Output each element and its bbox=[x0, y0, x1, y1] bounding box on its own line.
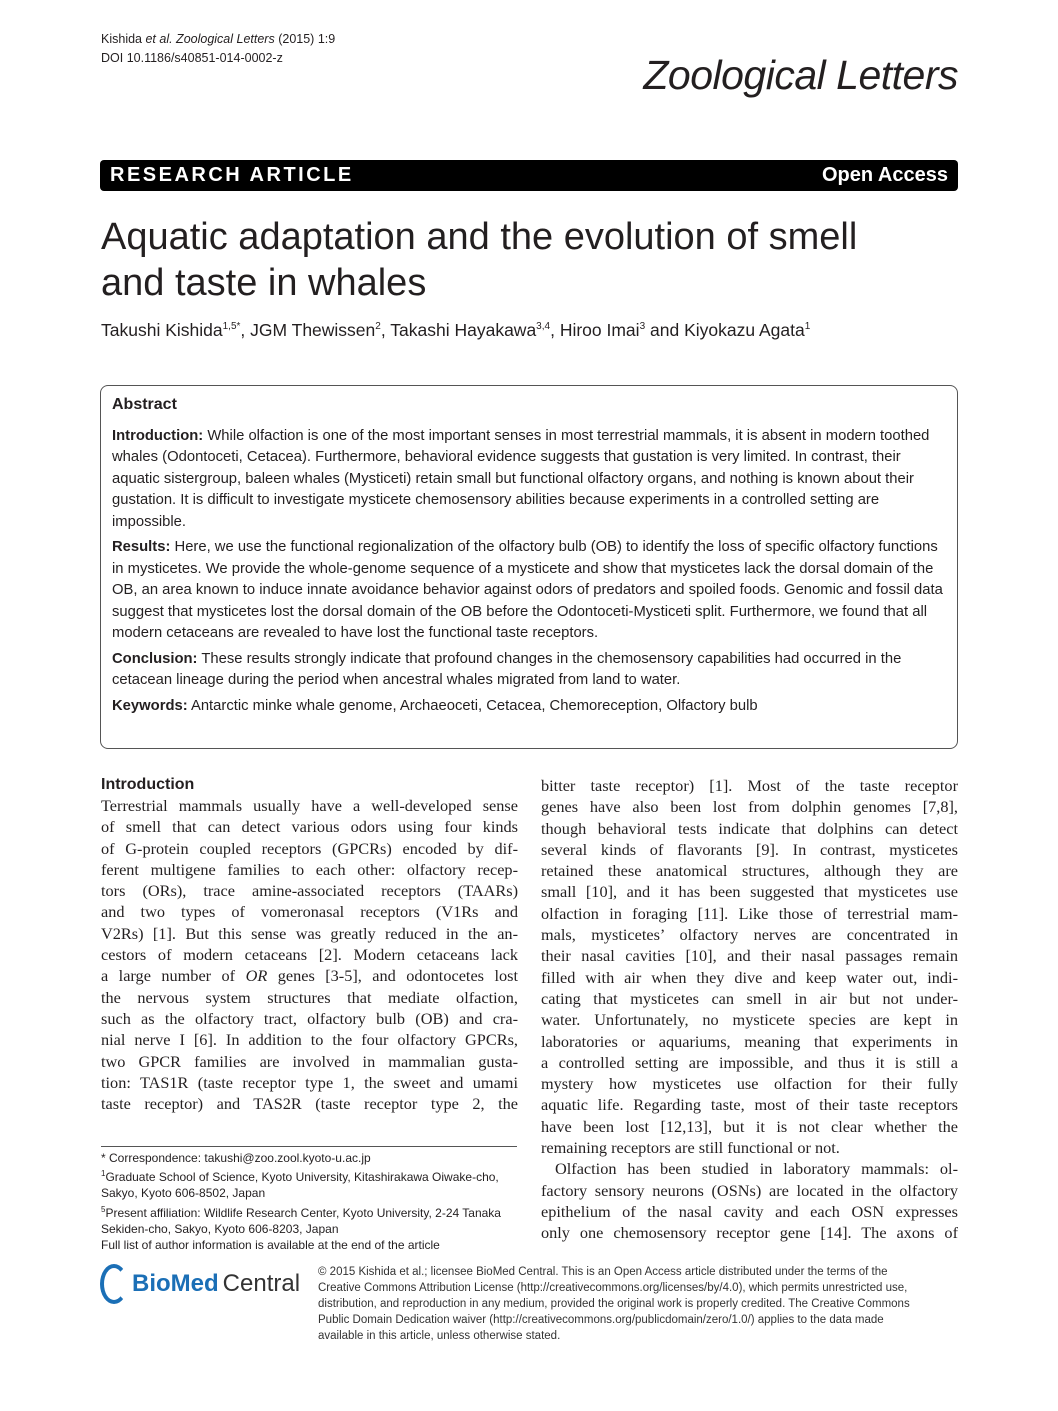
section-text: These results strongly indicate that profound changes in the chemosensory capabilities had occurred in the cetacean lineage during the period when ancestral whales migrated from land to water. bbox=[112, 650, 902, 688]
author-list bbox=[101, 320, 810, 341]
author-name[interactable]: JGM Thewissen bbox=[250, 320, 376, 340]
logo-text: BioMed bbox=[132, 1270, 219, 1297]
section-label: Keywords: bbox=[112, 697, 188, 714]
author-affiliation: 1 bbox=[804, 321, 811, 333]
article-type: RESEARCH ARTICLE bbox=[110, 164, 354, 186]
biomed-central-logo bbox=[100, 1264, 300, 1304]
author-name[interactable]: Takushi Kishida bbox=[101, 320, 223, 340]
body-line: the nervous system structures that mediate olfaction, bbox=[101, 987, 518, 1007]
section-text: Antarctic minke whale genome, Archaeoceti, Cetacea, Chemoreception, Olfactory bulb bbox=[187, 697, 758, 714]
abstract-keywords bbox=[112, 696, 947, 718]
author-affiliation: 3,4 bbox=[536, 321, 551, 333]
body-line: cestors of modern cetaceans [2]. Modern cetaceans lack bbox=[101, 945, 518, 965]
affiliation-5: $^5$Present affiliation: Wildlife Research Center, Kyoto University, 2-24 Tanaka Sekiden-cho, Sakyo, Kyoto 606-8203, Japan bbox=[101, 1204, 501, 1236]
author-separator: , bbox=[380, 320, 391, 340]
body-line: several kinds of flavorants [9]. In contrast, mysticetes bbox=[541, 839, 958, 859]
section-heading: Introduction bbox=[101, 776, 195, 793]
author-separator: , bbox=[240, 320, 251, 340]
author-name[interactable]: Takashi Hayakawa bbox=[390, 320, 537, 340]
body-line: of smell that can detect various odors using four kinds bbox=[101, 817, 518, 837]
citation-header bbox=[101, 30, 335, 68]
section-label: Results: bbox=[112, 539, 171, 555]
body-line: a controlled setting are impossible, and thus it is still a bbox=[541, 1052, 958, 1072]
body-line: olfaction in foraging [11]. Like those of terrestrial mam- bbox=[541, 903, 958, 923]
body-line: Olfaction has been studied in laboratory mammals: ol- bbox=[555, 1159, 958, 1179]
body-line: laboratories or aquariums, meaning that experiments in bbox=[541, 1031, 958, 1051]
body-line: tion: TAS1R (taste receptor type 1, the sweet and umami bbox=[101, 1072, 518, 1092]
author-affiliation: 1,5* bbox=[222, 321, 241, 333]
body-line: water. Unfortunately, no mysticete species are kept in bbox=[541, 1010, 958, 1030]
author-separator: , bbox=[550, 320, 560, 340]
license-text: © 2015 Kishida et al.; licensee BioMed Central. This is an Open Access article distributed under the terms of the Creative Commons Attribution License (http://creativecommons.org/licenses/by/4.0), which permits unrestricted use, distribution, and reproduction in any medium, provided the original work is properly credited. The Creative Commons Public Domain Dedication waiver (http://creativecommons.org/publicdomain/zero/1.0/) applies to the data made available in this article, unless otherwise stated. bbox=[318, 1266, 910, 1342]
title-line: Aquatic adaptation and the evolution of smell bbox=[101, 216, 858, 258]
cite-journal: et al. Zoological Letters bbox=[145, 32, 275, 46]
abstract-introduction bbox=[112, 426, 947, 534]
body-line: and two types of vomeronasal receptors (V1Rs and bbox=[101, 902, 518, 922]
correspondence: * Correspondence: takushi@zoo.zool.kyoto-u.ac.jp bbox=[101, 1151, 371, 1165]
body-line: tors (ORs), trace amine-associated receptors (TAARs) bbox=[101, 881, 518, 901]
body-line: remaining receptors are still functional or not. bbox=[541, 1138, 840, 1158]
journal-name: Zoological Letters bbox=[643, 52, 958, 98]
body-line: epithelium of the nasal cavity and each OSN expresses bbox=[541, 1201, 958, 1221]
body-line: filled with air when they dive and keep water out, indi- bbox=[541, 967, 958, 987]
logo-ring-icon bbox=[100, 1264, 128, 1304]
body-line: though behavioral tests indicate that dolphins can detect bbox=[541, 818, 958, 838]
body-line: their nasal cavities [10], and their nasal passages remain bbox=[541, 946, 958, 966]
author-name[interactable]: Hiroo Imai bbox=[559, 320, 640, 340]
author-name[interactable]: Kiyokazu Agata bbox=[684, 320, 805, 340]
body-line: retained these anatomical structures, although they are bbox=[541, 861, 958, 881]
title-line: and taste in whales bbox=[101, 262, 427, 304]
author-separator: and bbox=[645, 320, 685, 340]
abstract-results bbox=[112, 537, 947, 645]
body-line: a large number of OR genes [3-5], and odontocetes lost bbox=[101, 966, 518, 986]
body-line: aquatic life. Regarding taste, most of their taste receptors bbox=[541, 1095, 958, 1115]
body-right-column bbox=[541, 775, 958, 1244]
body-line: only one chemosensory receptor gene [14]. The axons of bbox=[541, 1223, 958, 1243]
body-left-column bbox=[101, 775, 518, 1114]
body-line: small [10], and it has been suggested that mysticetes use bbox=[541, 882, 958, 902]
body-line: nial nerve I [6]. In addition to the four olfactory GPCRs, bbox=[101, 1030, 518, 1050]
article-title bbox=[101, 214, 951, 306]
body-line: Terrestrial mammals usually have a well-developed sense bbox=[101, 796, 518, 815]
abstract-heading: Abstract bbox=[112, 396, 177, 413]
section-label: Introduction: bbox=[112, 427, 204, 444]
abstract-conclusion bbox=[112, 649, 947, 692]
body-line: genes have also been lost from dolphin genomes [7,8], bbox=[541, 797, 958, 817]
footnotes bbox=[101, 1150, 521, 1253]
body-line: factory sensory neurons (OSNs) are located in the olfactory bbox=[541, 1180, 958, 1200]
affiliation-1: $^1$Graduate School of Science, Kyoto University, Kitashirakawa Oiwake-cho, Sakyo, Kyoto 606-8502, Japan bbox=[101, 1169, 499, 1201]
body-line: ferent multigene families to each other: olfactory recep- bbox=[101, 859, 518, 879]
body-line: such as the olfactory tract, olfactory bulb (OB) and cra- bbox=[101, 1008, 518, 1028]
body-line: V2Rs) [1]. But this sense was greatly reduced in the an- bbox=[101, 923, 518, 943]
body-line: bitter taste receptor) [1]. Most of the taste receptor bbox=[541, 776, 958, 795]
body-line: taste receptor) and TAS2R (taste receptor type 2, the bbox=[101, 1094, 518, 1114]
article-type-banner bbox=[100, 160, 958, 191]
author-affiliation: 2 bbox=[375, 321, 381, 333]
abstract-box bbox=[100, 385, 958, 749]
body-line: cating that mysticetes can smell in air but not under- bbox=[541, 988, 958, 1008]
body-line: mystery how mysticetes use olfaction for their fully bbox=[541, 1074, 958, 1094]
section-label: Conclusion: bbox=[112, 650, 198, 667]
author-info-note: Full list of author information is available at the end of the article bbox=[101, 1238, 440, 1253]
footnote-divider bbox=[101, 1146, 517, 1147]
doi[interactable]: DOI 10.1186/s40851-014-0002-z bbox=[101, 51, 283, 65]
body-line: mals, mysticetes’ olfactory nerves are concentrated in bbox=[541, 925, 958, 945]
author-affiliation: 3 bbox=[639, 321, 646, 333]
body-line: have been lost [12,13], but it is not clear whether the bbox=[541, 1116, 958, 1136]
logo-text: Central bbox=[222, 1270, 301, 1297]
cite-author: Kishida bbox=[101, 32, 146, 46]
section-text: Here, we use the functional regionalization of the olfactory bulb (OB) to identify the loss of specific olfactory functions in mysticetes. We provide the whole-genome sequence of a mysticete and show that mysticetes lack the dorsal domain of the OB, an area known to induce innate avoidance behavior against odors of predators and spoiled foods. Genomic and fossil data suggest that mysticetes lost the dorsal domain of the OB before the Odontoceti-Mysticeti split. Furthermore, we found that all modern cetaceans are revealed to have lost the functional taste receptors. bbox=[112, 539, 943, 641]
body-line: two GPCR families are involved in mammalian gusta- bbox=[101, 1051, 518, 1071]
cite-volume: (2015) 1:9 bbox=[274, 32, 336, 46]
open-access-label: Open Access bbox=[822, 164, 948, 186]
section-text: While olfaction is one of the most important senses in most terrestrial mammals, it is absent in modern toothed whales (Odontoceti, Cetacea). Furthermore, behavioral evidence suggests that gustation is very limited. In contrast, their aquatic sistergroup, baleen whales (Mysticeti) retain small but functional olfactory organs, and nothing is known about their gustation. It is difficult to investigate mysticete chemosensory abilities because experiments in a controlled setting are impossible. bbox=[112, 427, 930, 530]
body-line: of G-protein coupled receptors (GPCRs) encoded by dif- bbox=[101, 838, 518, 858]
